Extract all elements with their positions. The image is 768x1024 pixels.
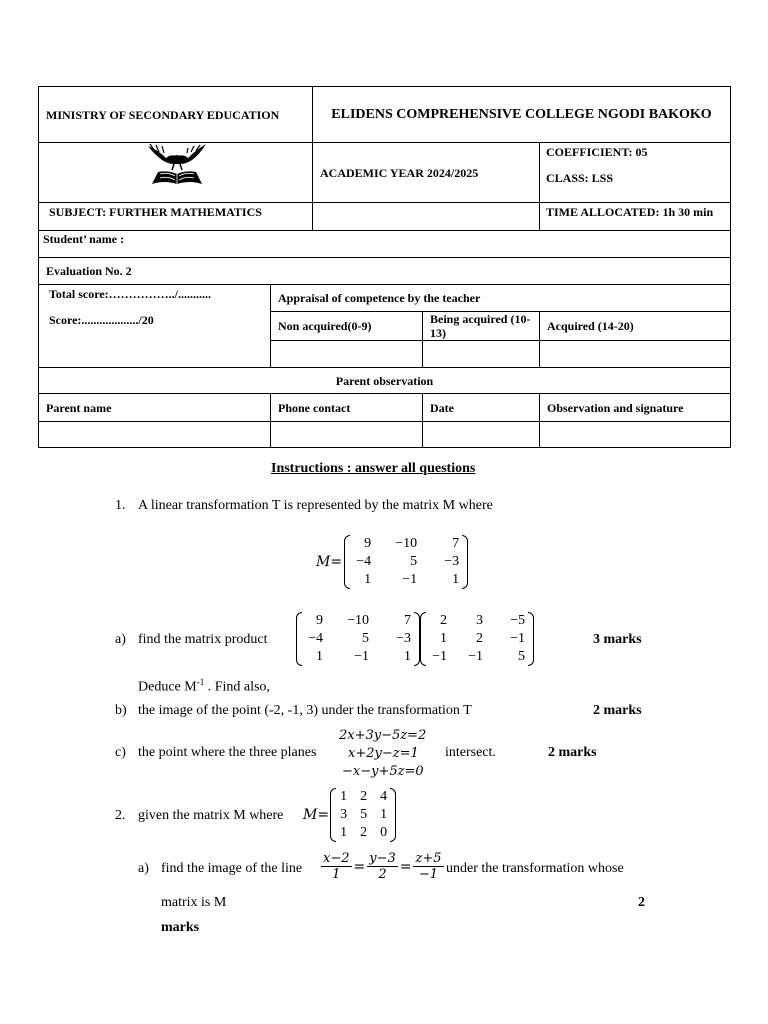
q2-matrix-entry: 0 xyxy=(380,825,388,840)
q1c-label: c) xyxy=(115,745,126,760)
q1-matrix-m-entry: 7 xyxy=(452,536,460,551)
acquired: Acquired (14-20) xyxy=(540,312,731,341)
score: Score:.................../20 xyxy=(49,313,154,327)
q1a-matrix-m-entry: −4 xyxy=(308,631,323,646)
school-name: ELIDENS COMPREHENSIVE COLLEGE NGODI BAKOKO xyxy=(313,87,731,143)
q1a-matrix-m-entry: 9 xyxy=(316,613,323,628)
q1-matrix-block xyxy=(316,535,468,589)
total-score: Total score:……………../........... xyxy=(49,287,211,301)
q1a-matrix-m-entry: 1 xyxy=(316,649,323,664)
q1a-matrix-m-entry: −3 xyxy=(396,631,411,646)
q2-matrix xyxy=(330,788,396,842)
being-acquired: Being acquired (10-13) xyxy=(423,312,540,341)
q2-matrix-entry: 2 xyxy=(360,825,368,840)
q2-matrix-block xyxy=(303,788,396,842)
q1-number: 1. xyxy=(115,498,126,513)
observation-signature: Observation and signature xyxy=(540,394,731,422)
q2-matrix-entry: 1 xyxy=(340,789,348,804)
q1c-text: the point where the three planes xyxy=(138,745,317,760)
parent-observation: Parent observation xyxy=(39,368,731,394)
q1a-matrix-b-entry: 3 xyxy=(476,613,483,628)
q1c-marks: 2 marks xyxy=(548,745,597,760)
q1a-matrix-b-entry: 2 xyxy=(476,631,483,646)
q1c-intersect: intersect. xyxy=(445,745,496,760)
q1a-matrix-m-entry: 1 xyxy=(404,649,411,664)
q2a-text3: matrix is M xyxy=(161,895,227,910)
q1-m-label: M= xyxy=(316,554,343,570)
q2-text: given the matrix M where xyxy=(138,808,284,823)
q2a-label: a) xyxy=(138,861,149,876)
q1a-matrix-m-entry: −10 xyxy=(347,613,369,628)
q1c-eq1: 2x+3y−5z=2 xyxy=(339,728,427,743)
coefficient-class-cell xyxy=(540,143,731,203)
instructions: Instructions : answer all questions xyxy=(271,461,476,476)
score-cell xyxy=(39,285,271,368)
q2a-text: find the image of the line xyxy=(161,861,303,876)
phone-box[interactable] xyxy=(271,422,423,448)
q1a-matrix-b-entry: 1 xyxy=(440,631,447,646)
ministry-cell: MINISTRY OF SECONDARY EDUCATION xyxy=(39,87,313,143)
appraisal: Appraisal of competence by the teacher xyxy=(271,285,731,312)
class-label: CLASS: LSS xyxy=(546,171,614,185)
q1-deduce: Deduce $M^{-1}$ . Find also, xyxy=(138,677,270,695)
q1a-text: find the matrix product xyxy=(138,632,268,647)
q1a-matrix-m xyxy=(296,612,420,666)
q2a-marks-num: 2 xyxy=(638,895,645,910)
eagle-book-logo-icon xyxy=(144,140,210,188)
subject: SUBJECT: FURTHER MATHEMATICS xyxy=(39,203,313,231)
q1-matrix-m-entry: −4 xyxy=(356,554,372,569)
q2-number: 2. xyxy=(115,808,126,823)
q2-matrix-entry: 3 xyxy=(340,807,348,822)
q1b-text: the image of the point (-2, -1, 3) under the transformation T xyxy=(138,703,472,718)
student-name[interactable]: Student’ name : xyxy=(39,231,731,258)
parent-name-box[interactable] xyxy=(39,422,271,448)
q1b-marks: 2 marks xyxy=(593,703,642,718)
q2-matrix-entry: 1 xyxy=(380,807,388,822)
q1a-matrix-b xyxy=(420,612,534,666)
q1a-marks: 3 marks xyxy=(593,632,642,647)
non-acquired-box[interactable] xyxy=(271,341,423,368)
q1a-label: a) xyxy=(115,632,126,647)
q2-matrix-entry: 5 xyxy=(360,807,368,822)
q2-m-label: M= xyxy=(303,807,330,823)
signature-box[interactable] xyxy=(540,422,731,448)
q1-matrix-m-entry: −1 xyxy=(402,572,418,587)
date-box[interactable] xyxy=(423,422,540,448)
q1a-matrix-b-entry: −1 xyxy=(468,649,483,664)
time-allocated: TIME ALLOCATED: 1h 30 min xyxy=(540,203,731,231)
phone-contact: Phone contact xyxy=(271,394,423,422)
q1-matrix-m-entry: 1 xyxy=(452,572,460,587)
q2-matrix-entry: 2 xyxy=(360,789,368,804)
q1a-matrix-m-entry: 5 xyxy=(362,631,369,646)
q1c-eq2: x+2y−z=1 xyxy=(348,746,419,761)
q1-text: A linear transformation T is represented by the matrix M where xyxy=(138,498,493,513)
q1a-matrix-b-entry: −1 xyxy=(510,631,525,646)
q2a-marks-word: marks xyxy=(161,920,200,935)
q1a-matrix-b-entry: 5 xyxy=(518,649,525,664)
q1a-matrix-b-entry: 2 xyxy=(440,613,447,628)
header-table xyxy=(38,86,731,448)
blank-cell xyxy=(313,203,540,231)
q1a-matrix-b-entry: −1 xyxy=(432,649,447,664)
q1a-matrix-m-entry: −1 xyxy=(354,649,369,664)
academic-year: ACADEMIC YEAR 2024/2025 xyxy=(313,143,540,203)
non-acquired: Non acquired(0-9) xyxy=(271,312,423,341)
q1a-matrix-m-entry: 7 xyxy=(404,613,411,628)
q2a-text2: under the transformation whose xyxy=(446,861,624,876)
q1-matrix-m-entry: −3 xyxy=(444,554,460,569)
q2a-frac-y: $\frac{y-3}{2}$ xyxy=(369,851,396,882)
q2a-frac-z: $\frac{z+5}{-1}$ xyxy=(415,851,442,882)
q2a-frac-x: $\frac{x-2}{1}$ xyxy=(323,851,350,882)
acquired-box[interactable] xyxy=(540,341,731,368)
coefficient: COEFFICIENT: 05 xyxy=(546,145,648,159)
evaluation-number: Evaluation No. 2 xyxy=(39,258,731,285)
q2-matrix-entry: 4 xyxy=(380,789,388,804)
q1b-label: b) xyxy=(115,703,127,718)
q1c-eq3: −x−y+5z=0 xyxy=(342,764,424,779)
q1-matrix-m-entry: 5 xyxy=(410,554,418,569)
q2-matrix-entry: 1 xyxy=(340,825,348,840)
q1c-equations xyxy=(339,727,426,781)
q1a-matrix-b-entry: −5 xyxy=(510,613,525,628)
being-acquired-box[interactable] xyxy=(423,341,540,368)
q1-matrix-m-entry: 9 xyxy=(364,536,372,551)
q1a-product xyxy=(296,612,534,666)
q1-matrix-m xyxy=(344,535,468,589)
parent-name: Parent name xyxy=(39,394,271,422)
q1-matrix-m-entry: −10 xyxy=(395,536,418,551)
q2a-line-equation: $\frac{x-2}{1}$ = $\frac{y-3}{2}$ = $\frac{z+5}{-1}$ xyxy=(323,851,442,882)
date-label: Date xyxy=(423,394,540,422)
q1-matrix-m-entry: 1 xyxy=(364,572,372,587)
